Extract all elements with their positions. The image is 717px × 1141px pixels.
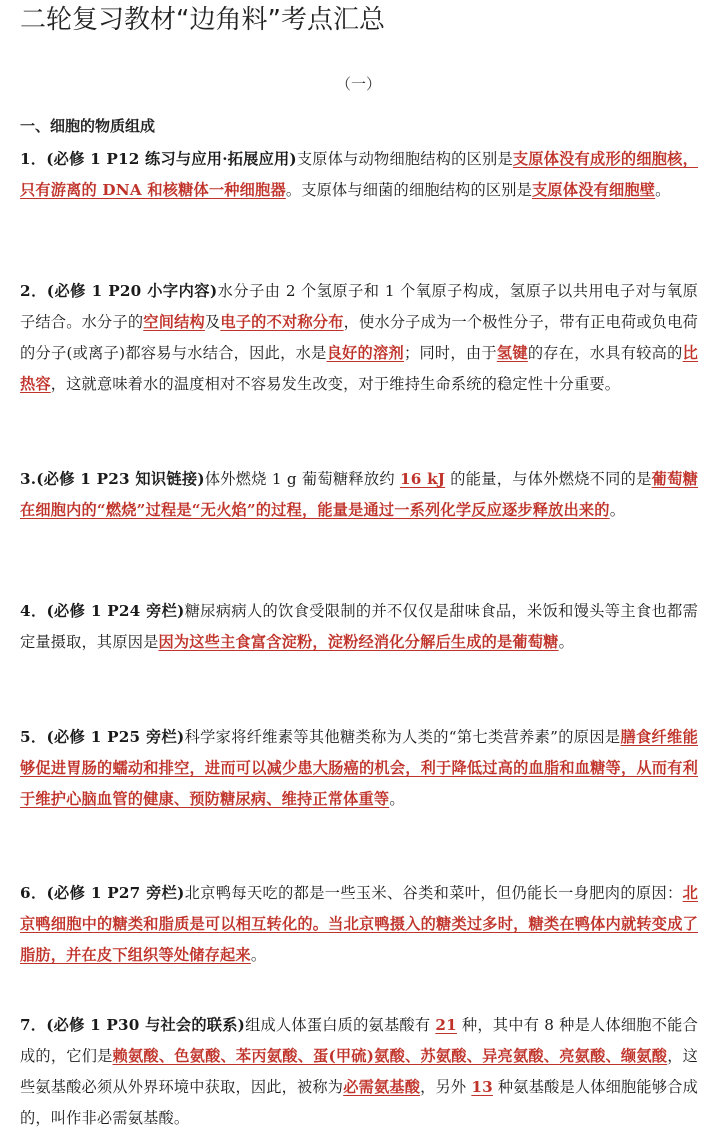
item-number: 4．	[20, 602, 47, 620]
item-text: 。	[655, 181, 671, 199]
item-text: ，另外	[420, 1078, 472, 1096]
item-text: 及	[204, 313, 221, 331]
item-text: ；同时，由于	[403, 344, 497, 362]
item-answer: 良好的溶剂	[326, 344, 404, 362]
list-item-7	[20, 1010, 698, 1134]
item-answer: 21	[435, 1016, 457, 1034]
item-text: 。支原体与细菌的细胞结构的区别是	[285, 181, 533, 199]
item-text: 。	[389, 790, 405, 808]
item-answer: 13	[471, 1078, 493, 1096]
item-source: (必修 1 P12 练习与应用·拓展应用)	[46, 150, 297, 168]
item-text: 。	[609, 501, 626, 519]
item-source: (必修 1 P20 小字内容)	[46, 282, 218, 300]
list-item-6	[20, 878, 698, 971]
item-answer: 因为这些主食富含淀粉，淀粉经消化分解后生成的是葡萄糖	[158, 633, 559, 651]
list-item-3	[20, 464, 698, 526]
item-text: 组成人体蛋白质的氨基酸有	[245, 1016, 436, 1034]
item-text: 种氨基酸是人体细胞能够合成的，叫作非必需氨基酸。	[20, 1078, 698, 1127]
part-number: （一）	[335, 75, 381, 93]
item-text: 的存在，水具有较高的	[527, 344, 683, 362]
item-text: 体外燃烧 1 g 葡萄糖释放约	[204, 470, 400, 488]
item-text: 。	[250, 946, 267, 964]
item-number: 1．	[20, 150, 47, 168]
item-answer: 赖氨酸、色氨酸、苯丙氨酸、蛋(甲硫)氨酸、苏氨酸、异亮氨酸、亮氨酸、缬氨酸	[112, 1047, 668, 1065]
item-number: 6．	[20, 884, 47, 902]
item-answer: 膳食纤维能够促进胃肠的蠕动和排空，进而可以减少患大肠癌的机会，利于降低过高的血脂和血糖等，从而有利于维护心脑血管的健康、预防糖尿病、维持正常体重等	[20, 728, 698, 808]
item-number: 2．	[20, 282, 47, 300]
item-source: (必修 1 P27 旁栏)	[46, 884, 185, 902]
item-answer: 16 kJ	[399, 470, 446, 488]
item-source: (必修 1 P25 旁栏)	[46, 728, 185, 746]
item-text: ，这就意味着水的温度相对不容易发生改变，对于维持生命系统的稳定性十分重要。	[50, 375, 621, 393]
list-item-5	[20, 722, 698, 815]
item-text: 糖尿病病人的饮食受限制的并不仅仅是甜味食品，米饭和馒头等主食也都需定量摄取，其原因是	[20, 602, 698, 651]
item-text: 种，其中有 8 种是人体细胞不能合成的，它们是	[20, 1016, 698, 1065]
item-number: 5．	[20, 728, 47, 746]
page-title: 二轮复习教材“边角料”考点汇总	[20, 5, 385, 35]
section-heading: 一、细胞的物质组成	[20, 117, 156, 135]
item-source: (必修 1 P23 知识链接)	[36, 470, 205, 488]
item-answer: 比热容	[20, 344, 699, 393]
list-item-2	[20, 276, 698, 400]
item-text: 水分子由 2 个氢原子和 1 个氧原子构成，氢原子以共用电子对与氧原子结合。水分子的	[20, 282, 699, 331]
item-answer: 空间结构	[143, 313, 205, 331]
item-answer: 电子的不对称分布	[220, 313, 344, 331]
item-text: 科学家将纤维素等其他糖类称为人类的“第七类营养素”的原因是	[184, 728, 621, 746]
item-answer: 葡萄糖在细胞内的“燃烧”过程是“无火焰”的过程，能量是通过一系列化学反应逐步释放出来的	[20, 470, 698, 519]
item-text: 支原体与动物细胞结构的区别是	[296, 150, 513, 168]
item-text: 。	[558, 633, 574, 651]
item-text: ，使水分子成为一个极性分子，带有正电荷或负电荷的分子(或离子)都容易与水结合，因此，水是	[20, 313, 699, 362]
item-number: 3.	[20, 470, 37, 488]
item-text: ，这些氨基酸必须从外界环境中获取，因此，被称为	[20, 1047, 698, 1096]
list-item-1	[20, 144, 698, 206]
item-answer: 必需氨基酸	[343, 1078, 421, 1096]
item-answer: 氢键	[496, 344, 528, 362]
item-text: 北京鸭每天吃的都是一些玉米、谷类和菜叶，但仍能长一身肥肉的原因：	[184, 884, 683, 902]
item-answer: 支原体没有成形的细胞核，只有游离的 DNA 和核糖体一种细胞器	[20, 150, 698, 199]
item-source: (必修 1 P30 与社会的联系)	[46, 1016, 246, 1034]
item-answer: 北京鸭细胞中的糖类和脂质是可以相互转化的。当北京鸭摄入的糖类过多时，糖类在鸭体内就转变成了脂肪，并在皮下组织等处储存起来	[20, 884, 698, 964]
item-text: 的能量，与体外燃烧不同的是	[445, 470, 652, 488]
item-answer: 支原体没有细胞壁	[532, 181, 656, 199]
item-source: (必修 1 P24 旁栏)	[46, 602, 185, 620]
list-item-4	[20, 596, 698, 658]
item-number: 7．	[20, 1016, 47, 1034]
